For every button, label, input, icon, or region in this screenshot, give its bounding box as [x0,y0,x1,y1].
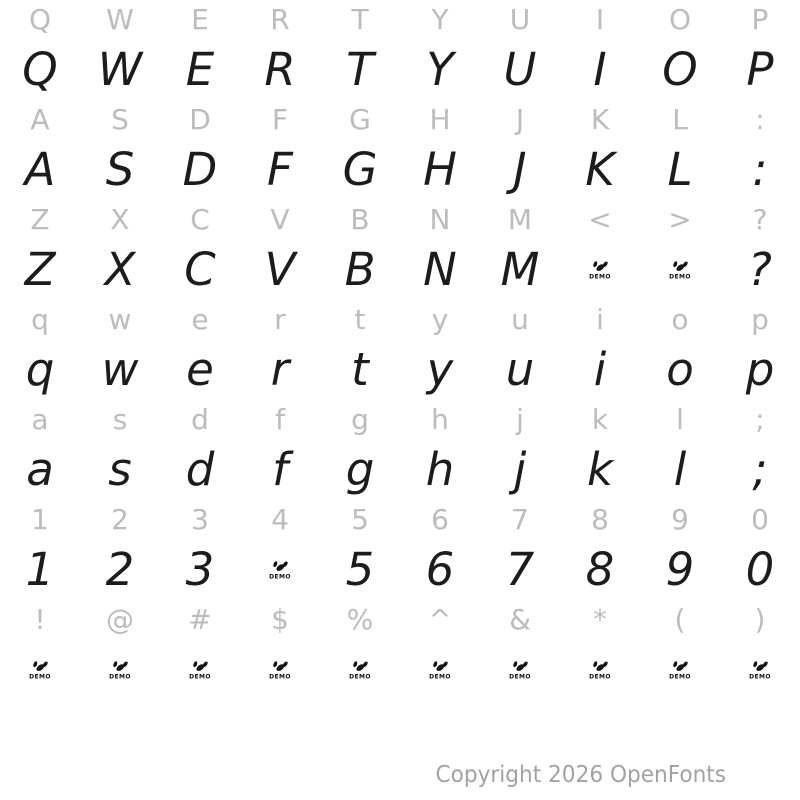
glyph-cell-demo [720,659,800,680]
three-petal-ornament-icon [28,659,52,680]
glyph-cell-gray: O [668,3,692,36]
glyph-cell-gray: C [190,203,210,236]
glyph-cell-large: N [423,242,457,296]
glyph-cell-large: u [505,342,535,396]
specimen-row-gray [0,400,800,440]
glyph-cell-large: j [513,442,527,496]
glyph-cell-large: P [746,42,774,96]
copyright-text: Copyright 2026 OpenFonts [435,762,726,788]
glyph-cell-large: g [345,442,375,496]
demo-label: DEMO [269,573,291,580]
specimen-row-gray [0,600,800,640]
glyph-cell-gray: P [751,3,769,36]
three-petal-ornament-icon [268,659,292,680]
glyph-cell-gray: e [191,303,209,336]
glyph-cell-gray: & [509,603,531,636]
glyph-cell-demo [400,659,480,680]
specimen-row-large [0,140,800,198]
specimen-pair-row [0,400,800,500]
glyph-cell-gray: q [31,303,49,336]
glyph-cell-gray: j [516,403,524,436]
demo-glyph [348,659,372,680]
glyph-cell-gray: L [672,103,688,136]
glyph-cell-gray: 2 [111,503,129,536]
glyph-cell-gray: d [191,403,209,436]
demo-label: DEMO [669,673,691,680]
glyph-cell-large: E [185,42,215,96]
three-petal-ornament-icon [508,659,532,680]
glyph-cell-large: 8 [585,542,615,596]
glyph-cell-large: 1 [25,542,55,596]
glyph-cell-gray: R [270,3,290,36]
glyph-cell-large: H [423,142,457,196]
glyph-cell-gray: Z [30,203,50,236]
glyph-cell-large: i [593,342,607,396]
glyph-cell-gray: ! [34,603,46,636]
glyph-cell-large: X [104,242,136,296]
glyph-cell-gray: s [112,403,128,436]
glyph-cell-gray: T [351,3,369,36]
glyph-cell-large: r [270,342,290,396]
glyph-cell-large: l [673,442,687,496]
glyph-cell-large: 0 [745,542,775,596]
glyph-cell-gray: : [755,103,765,136]
glyph-cell-gray: E [191,3,209,36]
glyph-cell-gray: D [189,103,211,136]
glyph-cell-gray: Y [431,3,449,36]
glyph-cell-gray: ? [752,203,768,236]
glyph-cell-gray: ( [674,603,686,636]
demo-glyph [668,259,692,280]
demo-label: DEMO [109,673,131,680]
glyph-cell-large: y [426,342,454,396]
demo-label: DEMO [29,673,51,680]
glyph-cell-demo [560,259,640,280]
glyph-cell-gray: t [354,303,366,336]
demo-glyph [268,659,292,680]
glyph-cell-gray: y [431,303,449,336]
glyph-cell-gray: F [271,103,289,136]
demo-glyph [508,659,532,680]
glyph-cell-gray: 5 [351,503,369,536]
glyph-cell-large: 5 [345,542,375,596]
demo-label: DEMO [189,673,211,680]
demo-label: DEMO [509,673,531,680]
glyph-cell-large: d [185,442,215,496]
glyph-cell-large: t [351,342,369,396]
glyph-cell-large: ? [748,242,772,296]
glyph-cell-gray: N [429,203,451,236]
glyph-cell-gray: H [429,103,451,136]
glyph-cell-gray: V [270,203,290,236]
glyph-cell-gray: U [509,3,531,36]
glyph-cell-large: J [513,142,527,196]
demo-glyph [588,659,612,680]
glyph-cell-large: D [182,142,218,196]
glyph-cell-demo [320,659,400,680]
specimen-row-gray [0,0,800,40]
glyph-cell-gray: M [507,203,533,236]
glyph-cell-gray: k [591,403,609,436]
glyph-cell-large: f [272,442,288,496]
glyph-cell-gray: K [590,103,610,136]
glyph-cell-large: O [662,42,698,96]
demo-glyph [428,659,452,680]
glyph-cell-gray: @ [106,603,134,636]
glyph-cell-large: Q [22,42,58,96]
glyph-cell-large: S [105,142,135,196]
glyph-cell-large: Z [24,242,56,296]
glyph-cell-gray: Q [28,3,52,36]
glyph-cell-gray: r [274,303,286,336]
specimen-pair-row [0,600,800,700]
demo-label: DEMO [589,273,611,280]
glyph-cell-gray: W [106,3,134,36]
glyph-cell-demo [640,659,720,680]
glyph-cell-demo [560,659,640,680]
three-petal-ornament-icon [188,659,212,680]
glyph-cell-gray: > [668,203,692,236]
glyph-cell-gray: X [110,203,130,236]
specimen-pair-row [0,300,800,400]
glyph-cell-large: Y [426,42,454,96]
glyph-cell-demo [640,259,720,280]
glyph-cell-demo [480,659,560,680]
glyph-cell-large: A [24,142,56,196]
three-petal-ornament-icon [588,659,612,680]
demo-label: DEMO [669,273,691,280]
glyph-cell-large: a [26,442,54,496]
glyph-cell-gray: 3 [191,503,209,536]
glyph-cell-large: w [101,342,139,396]
glyph-cell-gray: I [595,3,605,36]
glyph-cell-large: V [264,242,296,296]
glyph-cell-large: K [585,142,615,196]
glyph-cell-gray: 1 [31,503,49,536]
glyph-cell-large: 7 [505,542,535,596]
three-petal-ornament-icon [668,259,692,280]
glyph-cell-gray: a [31,403,49,436]
glyph-cell-large: h [425,442,455,496]
glyph-cell-large: q [25,342,55,396]
glyph-cell-gray: % [346,603,374,636]
glyph-cell-large: k [586,442,614,496]
glyph-cell-large: 6 [425,542,455,596]
glyph-cell-gray: * [593,603,607,636]
glyph-cell-large: : [752,142,768,196]
glyph-cell-large: W [97,42,143,96]
glyph-cell-gray: 0 [751,503,769,536]
specimen-row-large [0,540,800,598]
specimen-row-large [0,640,800,698]
glyph-cell-gray: < [588,203,612,236]
glyph-cell-gray: ) [754,603,766,636]
specimen-row-large [0,40,800,98]
glyph-cell-gray: G [349,103,371,136]
glyph-cell-gray: S [111,103,129,136]
glyph-cell-large: I [593,42,607,96]
glyph-cell-large: L [667,142,693,196]
glyph-cell-gray: w [108,303,132,336]
specimen-row-gray [0,500,800,540]
specimen-pair-row [0,0,800,100]
three-petal-ornament-icon [428,659,452,680]
demo-glyph [108,659,132,680]
glyph-cell-large: ; [752,442,768,496]
specimen-row-large [0,440,800,498]
glyph-cell-gray: ; [755,403,765,436]
demo-glyph [188,659,212,680]
demo-glyph [588,259,612,280]
glyph-cell-demo [80,659,160,680]
glyph-cell-large: B [344,242,376,296]
glyph-cell-gray: 4 [271,503,289,536]
specimen-pair-row [0,100,800,200]
three-petal-ornament-icon [588,259,612,280]
three-petal-ornament-icon [268,559,292,580]
specimen-row-gray [0,300,800,340]
demo-glyph [748,659,772,680]
glyph-cell-gray: 8 [591,503,609,536]
three-petal-ornament-icon [668,659,692,680]
demo-label: DEMO [589,673,611,680]
demo-label: DEMO [269,673,291,680]
glyph-cell-gray: o [671,303,689,336]
glyph-cell-demo [240,559,320,580]
glyph-cell-gray: ^ [428,603,452,636]
specimen-pair-row [0,500,800,600]
specimen-row-gray [0,200,800,240]
glyph-cell-demo [240,659,320,680]
demo-label: DEMO [349,673,371,680]
glyph-cell-demo [160,659,240,680]
glyph-cell-large: F [267,142,293,196]
glyph-cell-large: T [346,42,374,96]
glyph-cell-gray: h [431,403,449,436]
glyph-cell-large: C [184,242,216,296]
glyph-cell-gray: 6 [431,503,449,536]
glyph-cell-gray: p [751,303,769,336]
glyph-cell-gray: B [350,203,370,236]
glyph-cell-large: e [186,342,214,396]
demo-label: DEMO [429,673,451,680]
demo-glyph [28,659,52,680]
demo-label: DEMO [749,673,771,680]
glyph-cell-gray: J [515,103,525,136]
three-petal-ornament-icon [748,659,772,680]
three-petal-ornament-icon [108,659,132,680]
glyph-cell-gray: # [188,603,212,636]
demo-glyph [268,559,292,580]
glyph-cell-large: 9 [665,542,695,596]
glyph-cell-large: 3 [185,542,215,596]
glyph-cell-gray: i [596,303,604,336]
glyph-cell-gray: 9 [671,503,689,536]
glyph-cell-gray: u [511,303,529,336]
specimen-row-large [0,340,800,398]
glyph-cell-large: 2 [105,542,135,596]
glyph-cell-gray: f [275,403,285,436]
demo-glyph [668,659,692,680]
glyph-cell-large: s [108,442,132,496]
specimen-row-large [0,240,800,298]
glyph-cell-gray: 7 [511,503,529,536]
glyph-cell-gray: g [351,403,369,436]
glyph-cell-large: U [503,42,537,96]
specimen-pair-row [0,200,800,300]
glyph-cell-large: R [264,42,296,96]
glyph-cell-large: G [342,142,378,196]
specimen-row-gray [0,100,800,140]
glyph-cell-gray: l [676,403,684,436]
three-petal-ornament-icon [348,659,372,680]
glyph-cell-large: o [666,342,694,396]
glyph-cell-demo [0,659,80,680]
glyph-cell-gray: $ [271,603,289,636]
glyph-cell-large: M [500,242,540,296]
glyph-cell-gray: A [30,103,50,136]
glyph-cell-large: p [745,342,775,396]
